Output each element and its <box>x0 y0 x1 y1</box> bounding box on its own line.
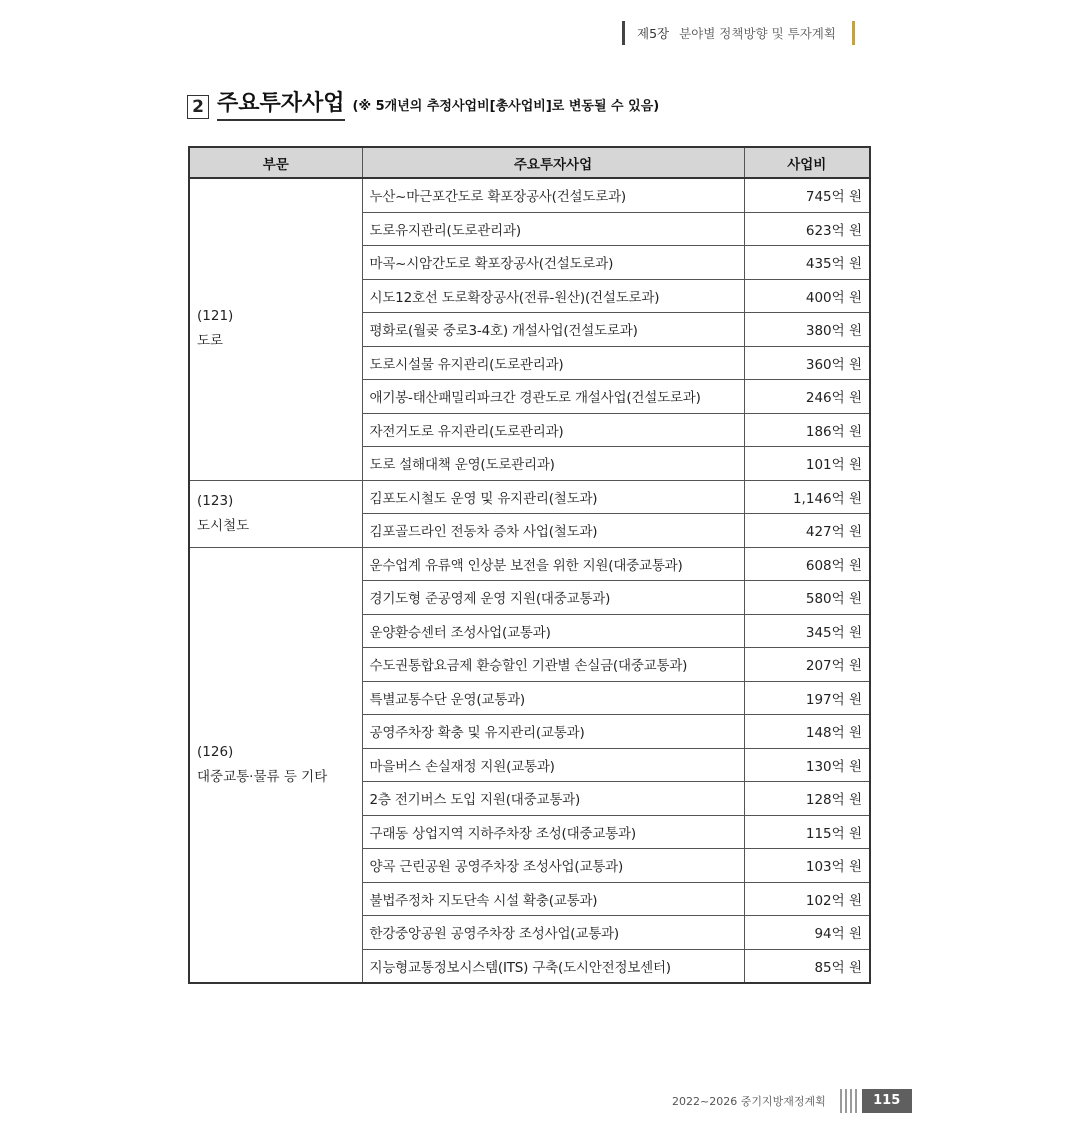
header-cost: 사업비 <box>744 147 870 178</box>
project-cell: 자전거도로 유지관리(도로관리과) <box>362 413 744 447</box>
section-heading <box>187 86 659 121</box>
project-cell: 특별교통수단 운영(교통과) <box>362 681 744 715</box>
cost-cell: 130억 원 <box>744 748 870 782</box>
section-note: (※ 5개년의 추정사업비[총사업비]로 변동될 수 있음) <box>352 99 660 114</box>
project-cell: 공영주차장 확충 및 유지관리(교통과) <box>362 715 744 749</box>
cost-cell: 745억 원 <box>744 178 870 212</box>
category-cell <box>189 480 362 547</box>
cost-cell: 345억 원 <box>744 614 870 648</box>
project-cell: 운수업계 유류액 인상분 보전을 위한 지원(대중교통과) <box>362 547 744 581</box>
category-cell <box>189 178 362 480</box>
cost-cell: 197억 원 <box>744 681 870 715</box>
project-cell: 지능형교통정보시스템(ITS) 구축(도시안전정보센터) <box>362 949 744 983</box>
category-code: (123) <box>197 492 234 509</box>
project-cell: 양곡 근린공원 공영주차장 조성사업(교통과) <box>362 849 744 883</box>
project-cell: 도로시설물 유지관리(도로관리과) <box>362 346 744 380</box>
project-cell: 도로유지관리(도로관리과) <box>362 212 744 246</box>
cost-cell: 400억 원 <box>744 279 870 313</box>
cost-cell: 128억 원 <box>744 782 870 816</box>
table-body <box>189 178 870 983</box>
table-header-row <box>189 147 870 178</box>
investment-table <box>188 146 871 984</box>
project-cell: 2층 전기버스 도입 지원(대중교통과) <box>362 782 744 816</box>
category-name: 대중교통·물류 등 기타 <box>197 768 328 785</box>
project-cell: 수도권통합요금제 환승할인 기관별 손실금(대중교통과) <box>362 648 744 682</box>
category-cell <box>189 547 362 983</box>
cost-cell: 103억 원 <box>744 849 870 883</box>
chapter-label: 제5장 <box>637 26 670 41</box>
chapter-title: 분야별 정책방향 및 투자계획 <box>679 26 836 41</box>
cost-cell: 360억 원 <box>744 346 870 380</box>
header-divider <box>622 21 625 45</box>
page-footer <box>672 1089 912 1113</box>
cost-cell: 608억 원 <box>744 547 870 581</box>
section-number: 2 <box>187 95 209 119</box>
cost-cell: 427억 원 <box>744 514 870 548</box>
project-cell: 평화로(월곶 중로3-4호) 개설사업(건설도로과) <box>362 313 744 347</box>
cost-cell: 115억 원 <box>744 815 870 849</box>
project-cell: 마곡~시암간도로 확포장공사(건설도로과) <box>362 246 744 280</box>
table-row <box>189 178 870 212</box>
section-title: 주요투자사업 <box>217 86 345 121</box>
header-category: 부문 <box>189 147 362 178</box>
project-cell: 마을버스 손실재정 지원(교통과) <box>362 748 744 782</box>
cost-cell: 207억 원 <box>744 648 870 682</box>
project-cell: 누산~마근포간도로 확포장공사(건설도로과) <box>362 178 744 212</box>
cost-cell: 380억 원 <box>744 313 870 347</box>
table-row <box>189 547 870 581</box>
category-name: 도시철도 <box>197 517 250 534</box>
cost-cell: 580억 원 <box>744 581 870 615</box>
header-project: 주요투자사업 <box>362 147 744 178</box>
project-cell: 애기봉-태산패밀리파크간 경관도로 개설사업(건설도로과) <box>362 380 744 414</box>
project-cell: 경기도형 준공영제 운영 지원(대중교통과) <box>362 581 744 615</box>
cost-cell: 435억 원 <box>744 246 870 280</box>
category-name: 도로 <box>197 333 224 350</box>
category-code: (126) <box>197 743 234 760</box>
project-cell: 운양환승센터 조성사업(교통과) <box>362 614 744 648</box>
table-row <box>189 480 870 514</box>
project-cell: 한강중앙공원 공영주차장 조성사업(교통과) <box>362 916 744 950</box>
project-cell: 김포골드라인 전동차 증차 사업(철도과) <box>362 514 744 548</box>
cost-cell: 623억 원 <box>744 212 870 246</box>
cost-cell: 94억 원 <box>744 916 870 950</box>
cost-cell: 102억 원 <box>744 882 870 916</box>
header-accent-bar <box>852 21 855 45</box>
project-cell: 불법주정차 지도단속 시설 확충(교통과) <box>362 882 744 916</box>
project-cell: 김포도시철도 운영 및 유지관리(철도과) <box>362 480 744 514</box>
project-cell: 시도12호선 도로확장공사(전류-원산)(건설도로과) <box>362 279 744 313</box>
running-header <box>622 20 855 46</box>
page-number: 115 <box>862 1089 912 1113</box>
cost-cell: 1,146억 원 <box>744 480 870 514</box>
cost-cell: 85억 원 <box>744 949 870 983</box>
cost-cell: 148억 원 <box>744 715 870 749</box>
cost-cell: 186억 원 <box>744 413 870 447</box>
cost-cell: 246억 원 <box>744 380 870 414</box>
category-code: (121) <box>197 308 234 325</box>
project-cell: 구래동 상업지역 지하주차장 조성(대중교통과) <box>362 815 744 849</box>
project-cell: 도로 설해대책 운영(도로관리과) <box>362 447 744 481</box>
footer-stripes <box>840 1089 857 1113</box>
footer-text: 2022~2026 중기지방재정계획 <box>672 1095 826 1108</box>
cost-cell: 101억 원 <box>744 447 870 481</box>
